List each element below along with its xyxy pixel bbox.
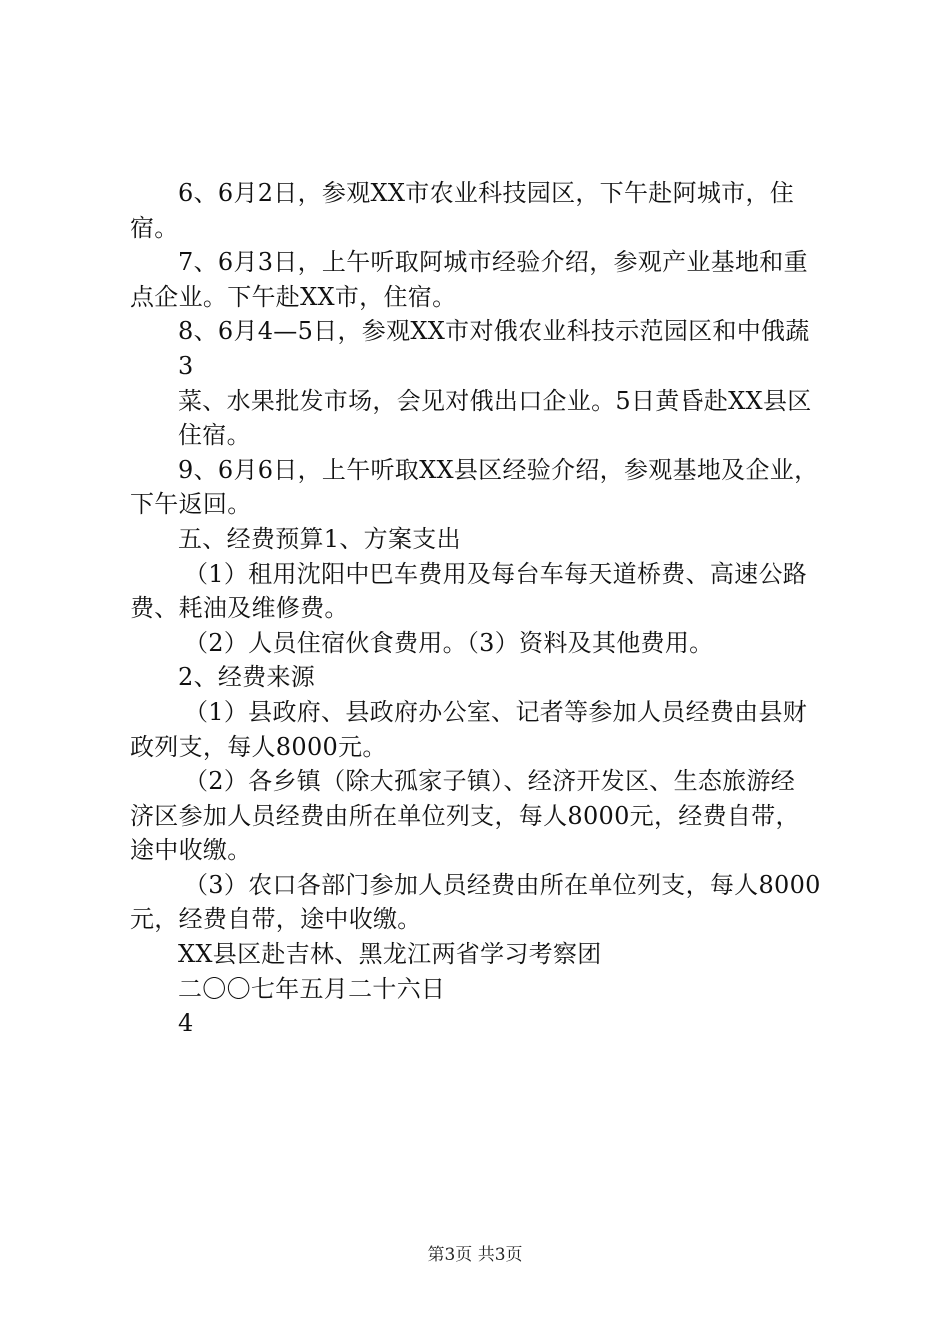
- text-line: （1）县政府、县政府办公室、记者等参加人员经费由县财: [184, 697, 808, 726]
- subsection-heading: 2、经费来源: [178, 663, 316, 692]
- text-line: 下午返回。: [130, 490, 252, 519]
- text-line: 济区参加人员经费由所在单位列支，每人8000元，经费自带，: [130, 801, 800, 830]
- text-line: 宿。: [130, 213, 179, 242]
- text-line: 住宿。: [178, 421, 251, 450]
- section-heading: 五、经费预算1、方案支出: [178, 524, 461, 553]
- text-line: 7、6月3日，上午听取阿城市经验介绍，参观产业基地和重: [178, 248, 808, 277]
- text-line: 政列支，每人8000元。: [130, 732, 387, 761]
- text-line: （3）农口各部门参加人员经费由所在单位列支，每人8000: [184, 870, 821, 899]
- text-line: （2）各乡镇（除大孤家子镇）、经济开发区、生态旅游经: [184, 767, 796, 796]
- text-line: 费、耗油及维修费。: [130, 594, 349, 623]
- signature-organization: XX县区赴吉林、黑龙江两省学习考察团: [178, 940, 602, 969]
- page-number-inline: 4: [178, 1009, 194, 1038]
- page-footer: [0, 1244, 950, 1266]
- signature-date: 二〇〇七年五月二十六日: [178, 974, 446, 1003]
- text-line: （1）租用沈阳中巴车费用及每台车每天道桥费、高速公路: [184, 559, 808, 588]
- text-line: 8、6月4—5日，参观XX市对俄农业科技示范园区和中俄蔬: [178, 317, 810, 346]
- document-body: [130, 176, 835, 1041]
- text-line: （2）人员住宿伙食费用。（3）资料及其他费用。: [184, 628, 714, 657]
- text-line: 菜、水果批发市场，会见对俄出口企业。5日黄昏赴XX县区: [178, 386, 812, 415]
- page-indicator: 第3页 共3页: [427, 1245, 523, 1265]
- text-line: 途中收缴。: [130, 836, 252, 865]
- text-line: 元，经费自带，途中收缴。: [130, 905, 422, 934]
- page-number-inline: 3: [178, 351, 194, 380]
- text-line: 点企业。下午赴XX市，住宿。: [130, 282, 457, 311]
- text-line: 6、6月2日，参观XX市农业科技园区，下午赴阿城市，住: [178, 179, 795, 207]
- text-line: 9、6月6日，上午听取XX县区经验介绍，参观基地及企业，: [178, 455, 819, 484]
